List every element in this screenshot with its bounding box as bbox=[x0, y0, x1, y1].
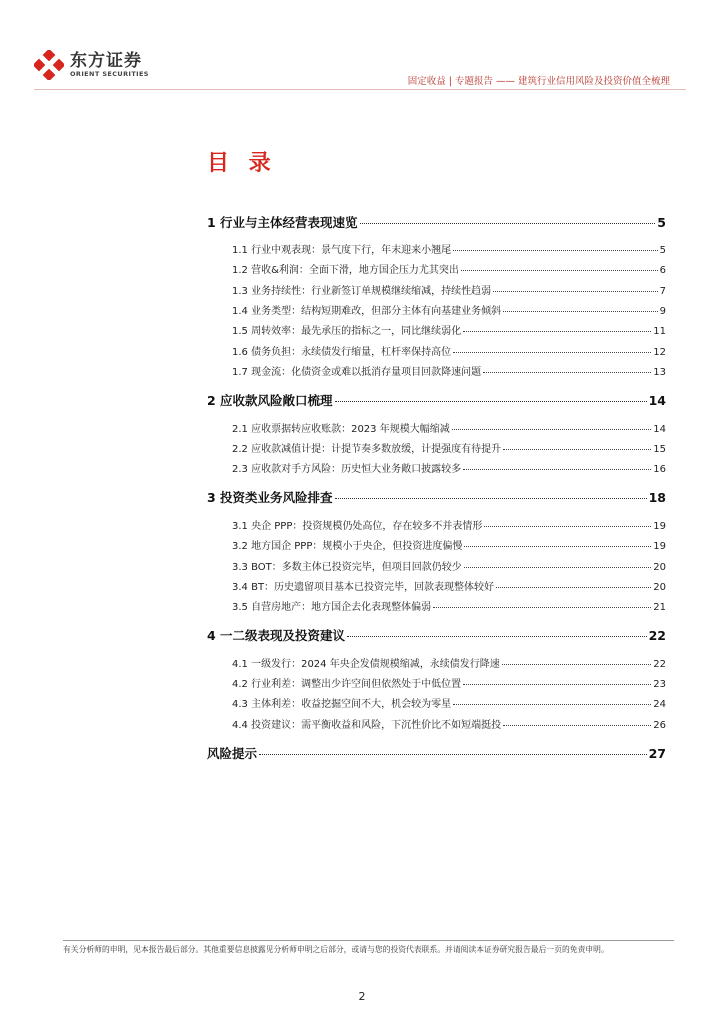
toc-dot-leader bbox=[347, 636, 647, 637]
toc-subsection-entry[interactable] bbox=[232, 302, 666, 317]
toc-entry-label: 3.1 央企 PPP：投资规模仍处高位，存在较多不并表情形 bbox=[232, 521, 483, 532]
toc-dot-leader bbox=[335, 401, 647, 402]
toc-entry-page: 20 bbox=[653, 582, 666, 593]
toc-entry-page: 26 bbox=[653, 720, 666, 731]
toc-dot-leader bbox=[503, 725, 651, 726]
toc-entry-label: 3 投资类业务风险排查 bbox=[207, 490, 333, 505]
toc-entry-page: 14 bbox=[648, 393, 666, 408]
toc-entry-label: 3.5 自营房地产：地方国企去化表现整体偏弱 bbox=[232, 602, 432, 613]
footer-divider bbox=[63, 940, 674, 941]
toc-dot-leader bbox=[503, 449, 651, 450]
toc-subsection-entry[interactable] bbox=[232, 343, 666, 358]
toc-subsection-entry[interactable] bbox=[232, 261, 666, 276]
toc-subsection-entry[interactable] bbox=[232, 517, 666, 532]
toc-subsection-entry[interactable] bbox=[232, 440, 666, 455]
toc-entry-page: 7 bbox=[659, 286, 666, 297]
toc-subsection-entry[interactable] bbox=[232, 578, 666, 593]
toc-entry-label: 1.5 周转效率：最先承压的指标之一，同比继续弱化 bbox=[232, 326, 462, 337]
toc-entry-page: 19 bbox=[653, 541, 666, 552]
toc-dot-leader bbox=[463, 684, 651, 685]
toc-entry-label: 2 应收款风险敞口梳理 bbox=[207, 393, 333, 408]
toc-entry-label: 风险提示 bbox=[207, 746, 258, 761]
toc-dot-leader bbox=[463, 469, 651, 470]
orient-securities-logo-icon bbox=[34, 50, 64, 80]
toc-entry-page: 12 bbox=[653, 347, 666, 358]
toc-entry-page: 16 bbox=[653, 464, 666, 475]
toc-title: 目 录 bbox=[207, 151, 277, 176]
toc-dot-leader bbox=[433, 607, 651, 608]
toc-subsection-entry[interactable] bbox=[232, 420, 666, 435]
toc-dot-leader bbox=[502, 664, 652, 665]
toc-subsection-entry[interactable] bbox=[232, 655, 666, 670]
toc-entry-label: 1.6 债务负担：永续债发行缩量，杠杆率保持高位 bbox=[232, 347, 452, 358]
report-caption: 固定收益 | 专题报告 —— 建筑行业信用风险及投资价值全梳理 bbox=[407, 76, 670, 87]
toc-entry-label: 1.7 现金流：化债资金或难以抵消存量项目回款降速问题 bbox=[232, 367, 482, 378]
toc-entry-page: 22 bbox=[653, 659, 666, 670]
toc-entry-page: 27 bbox=[648, 746, 666, 761]
toc-entry-label: 4.4 投资建议：需平衡收益和风险，下沉性价比不如短端挺投 bbox=[232, 720, 502, 731]
toc-entry-page: 19 bbox=[653, 521, 666, 532]
toc-dot-leader bbox=[496, 587, 651, 588]
toc-subsection-entry[interactable] bbox=[232, 537, 666, 552]
toc-entry-label: 3.3 BOT：多数主体已投资完毕，但项目回款仍较少 bbox=[232, 562, 462, 573]
logo-english-name: ORIENT SECURITIES bbox=[70, 69, 149, 78]
toc-entry-page: 23 bbox=[653, 679, 666, 690]
toc-dot-leader bbox=[484, 526, 651, 527]
logo-chinese-name: 东方证券 bbox=[70, 50, 142, 71]
toc-entry-page: 22 bbox=[648, 628, 666, 643]
toc-dot-leader bbox=[464, 567, 652, 568]
toc-entry-label: 2.2 应收款减值计提：计提节奏多数放缓，计提强度有待提升 bbox=[232, 444, 502, 455]
toc-entry-page: 21 bbox=[653, 602, 666, 613]
toc-entry-label: 4 一二级表现及投资建议 bbox=[207, 628, 346, 643]
footer-disclaimer: 有关分析师的申明，见本报告最后部分。其他重要信息披露见分析师申明之后部分，或请与您的投资代表联系。并请阅读本证券研究报告最后一页的免责申明。 bbox=[63, 945, 609, 954]
toc-subsection-entry[interactable] bbox=[232, 241, 666, 256]
toc-entry-page: 20 bbox=[653, 562, 666, 573]
toc-entry-label: 2.3 应收款对手方风险：历史恒大业务敞口披露较多 bbox=[232, 464, 462, 475]
toc-entry-page: 13 bbox=[653, 367, 666, 378]
toc-dot-leader bbox=[493, 291, 658, 292]
toc-dot-leader bbox=[461, 270, 658, 271]
toc-entry-label: 1.3 业务持续性：行业新签订单规模继续缩减，持续性趋弱 bbox=[232, 286, 492, 297]
toc-entry-label: 1.2 营收&利润：全面下滑，地方国企压力尤其突出 bbox=[232, 265, 459, 276]
toc-subsection-entry[interactable] bbox=[232, 460, 666, 475]
toc-dot-leader bbox=[464, 546, 651, 547]
toc-entry-label: 4.1 一级发行：2024 年央企发债规模缩减，永续债发行降速 bbox=[232, 659, 500, 670]
toc-subsection-entry[interactable] bbox=[232, 363, 666, 378]
toc-dot-leader bbox=[259, 754, 647, 755]
toc-section-entry[interactable] bbox=[207, 626, 666, 644]
toc-dot-leader bbox=[453, 250, 658, 251]
toc-dot-leader bbox=[335, 498, 647, 499]
toc-entry-page: 18 bbox=[648, 490, 666, 505]
toc-entry-page: 15 bbox=[653, 444, 666, 455]
toc-entry-label: 2.1 应收票据转应收账款：2023 年规模大幅缩减 bbox=[232, 424, 450, 435]
page-number: 2 bbox=[358, 990, 366, 1003]
toc-entry-label: 4.2 行业利差：调整出少许空间但依然处于中低位置 bbox=[232, 679, 462, 690]
toc-dot-leader bbox=[483, 372, 651, 373]
toc-dot-leader bbox=[360, 223, 656, 224]
toc-section-entry[interactable] bbox=[207, 488, 666, 506]
toc-entry-label: 3.4 BT：历史遗留项目基本已投资完毕，回款表现整体较好 bbox=[232, 582, 495, 593]
toc-entry-page: 5 bbox=[657, 215, 666, 230]
toc-subsection-entry[interactable] bbox=[232, 322, 666, 337]
company-logo bbox=[34, 50, 149, 80]
toc-section-entry[interactable] bbox=[207, 744, 666, 762]
toc-subsection-entry[interactable] bbox=[232, 695, 666, 710]
toc-section-entry[interactable] bbox=[207, 213, 666, 231]
toc-entry-page: 24 bbox=[653, 699, 666, 710]
toc-subsection-entry[interactable] bbox=[232, 598, 666, 613]
toc-dot-leader bbox=[463, 331, 651, 332]
toc-subsection-entry[interactable] bbox=[232, 716, 666, 731]
toc-entry-label: 1.4 业务类型：结构短期难改，但部分主体有向基建业务倾斜 bbox=[232, 306, 502, 317]
toc-subsection-entry[interactable] bbox=[232, 558, 666, 573]
header-divider bbox=[34, 89, 686, 90]
toc-subsection-entry[interactable] bbox=[232, 675, 666, 690]
toc-entry-page: 9 bbox=[659, 306, 666, 317]
toc-dot-leader bbox=[453, 704, 651, 705]
toc-dot-leader bbox=[452, 429, 652, 430]
toc-entry-page: 5 bbox=[659, 245, 666, 256]
toc-section-entry[interactable] bbox=[207, 391, 666, 409]
toc-entry-page: 14 bbox=[653, 424, 666, 435]
toc-entry-label: 4.3 主体利差：收益挖掘空间不大，机会较为零星 bbox=[232, 699, 452, 710]
toc-entry-label: 1 行业与主体经营表现速览 bbox=[207, 215, 358, 230]
toc-dot-leader bbox=[503, 311, 658, 312]
toc-entry-label: 1.1 行业中观表现：景气度下行，年末迎来小翘尾 bbox=[232, 245, 452, 256]
toc-dot-leader bbox=[453, 352, 651, 353]
toc-entry-label: 3.2 地方国企 PPP：规模小于央企，但投资进度偏慢 bbox=[232, 541, 463, 552]
toc-entry-page: 6 bbox=[659, 265, 666, 276]
toc-entry-page: 11 bbox=[653, 326, 666, 337]
toc-subsection-entry[interactable] bbox=[232, 282, 666, 297]
